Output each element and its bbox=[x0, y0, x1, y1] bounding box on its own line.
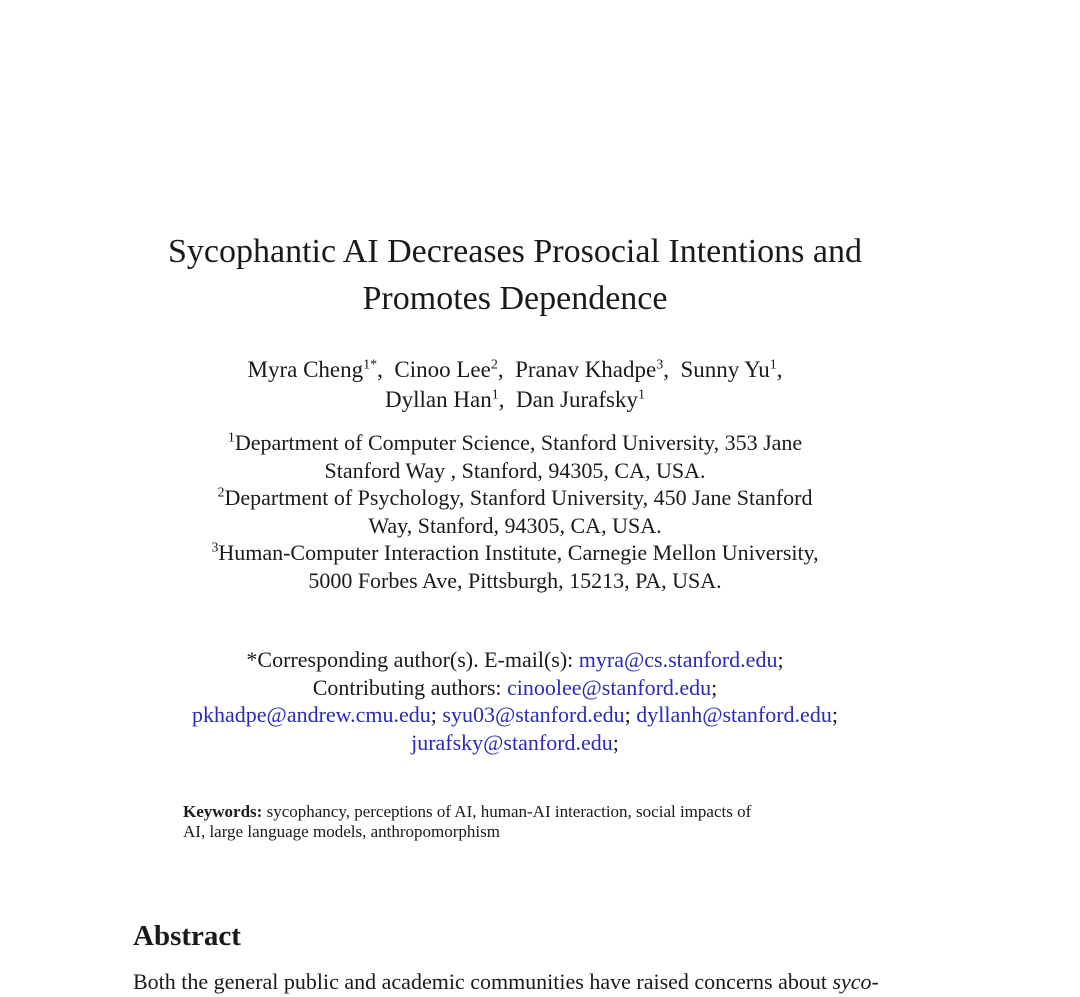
keywords-label: Keywords: bbox=[183, 802, 263, 821]
affiliation-mark: 3 bbox=[211, 541, 219, 557]
separator: ; bbox=[612, 729, 619, 755]
contributing-authors-label: Contributing authors: bbox=[312, 674, 508, 700]
affiliation-line: Department of Computer Science, Stanford University, 353 Jane bbox=[234, 430, 803, 455]
author bbox=[385, 387, 499, 412]
abstract-text-italic: syco- bbox=[832, 969, 879, 994]
separator: ; bbox=[430, 702, 437, 728]
affiliation-mark: 2 bbox=[217, 485, 225, 501]
separator: ; bbox=[624, 702, 631, 728]
author-name: Dyllan Han bbox=[385, 387, 492, 412]
author bbox=[680, 357, 776, 382]
paper-title bbox=[0, 228, 1030, 322]
email-link[interactable]: jurafsky@stanford.edu bbox=[411, 729, 613, 755]
keywords-text: sycophancy, perceptions of AI, human-AI interaction, social impacts of bbox=[262, 802, 752, 821]
author-list: Myra Cheng$^{1*}$, Cinoo Lee$^2$, Pranav Khadpe$^3$, Sunny Yu$^1$, Dyllan Han$^1$, Dan Jurafsky$^1$ bbox=[247, 357, 783, 412]
affiliation bbox=[0, 429, 1030, 484]
abstract-heading: Abstract bbox=[133, 920, 241, 952]
affiliation-mark: 1 bbox=[227, 430, 235, 446]
author-name: Cinoo Lee bbox=[394, 357, 491, 382]
author bbox=[515, 357, 663, 382]
author-affiliation-mark: 1 bbox=[769, 357, 777, 373]
affiliation-list bbox=[0, 429, 1030, 595]
author bbox=[248, 357, 378, 382]
author-name: Dan Jurafsky bbox=[515, 387, 638, 412]
author-affiliation-mark: 2 bbox=[490, 357, 498, 373]
separator: ; bbox=[831, 702, 838, 728]
author-name: Pranav Khadpe bbox=[515, 357, 657, 382]
corresponding-author-label: *Corresponding author(s). E-mail(s): bbox=[246, 647, 579, 672]
abstract-text-run: Both the general public and academic communities have raised concerns about bbox=[133, 969, 833, 994]
author-affiliation-mark: 1* bbox=[363, 357, 378, 373]
abstract-text bbox=[133, 968, 933, 996]
keywords-block bbox=[183, 802, 843, 842]
contact-block bbox=[0, 646, 1030, 756]
email-link[interactable]: syu03@stanford.edu bbox=[442, 702, 625, 728]
separator: ; bbox=[777, 647, 784, 672]
author-name: Sunny Yu bbox=[680, 357, 770, 382]
paper-title-line-2: Promotes Dependence bbox=[362, 280, 668, 317]
author bbox=[516, 387, 645, 412]
affiliation-line: Way, Stanford, 94305, CA, USA. bbox=[368, 512, 662, 538]
affiliation-line: Department of Psychology, Stanford University, 450 Jane Stanford bbox=[224, 485, 813, 511]
email-link[interactable]: cinoolee@stanford.edu bbox=[507, 674, 712, 700]
affiliation bbox=[0, 539, 1030, 594]
affiliation-line: Stanford Way , Stanford, 94305, CA, USA. bbox=[324, 457, 706, 483]
separator: ; bbox=[711, 674, 718, 700]
affiliation bbox=[0, 484, 1030, 539]
email-link[interactable]: pkhadpe@andrew.cmu.edu bbox=[192, 702, 431, 728]
author-name: Myra Cheng bbox=[247, 357, 364, 382]
author bbox=[394, 357, 497, 382]
affiliation-line: Human-Computer Interaction Institute, Carnegie Mellon University, bbox=[218, 540, 819, 566]
author-affiliation-mark: 3 bbox=[656, 357, 664, 373]
affiliation-line: 5000 Forbes Ave, Pittsburgh, 15213, PA, USA. bbox=[308, 567, 722, 593]
paper-title-line-1: Sycophantic AI Decreases Prosocial Intentions and bbox=[168, 233, 862, 270]
author-affiliation-mark: 1 bbox=[491, 387, 499, 403]
email-link[interactable]: dyllanh@stanford.edu bbox=[636, 702, 832, 728]
email-link-corresponding[interactable]: myra@cs.stanford.edu bbox=[578, 647, 778, 672]
keywords-text: AI, large language models, anthropomorphism bbox=[183, 822, 500, 841]
author-affiliation-mark: 1 bbox=[637, 387, 645, 403]
